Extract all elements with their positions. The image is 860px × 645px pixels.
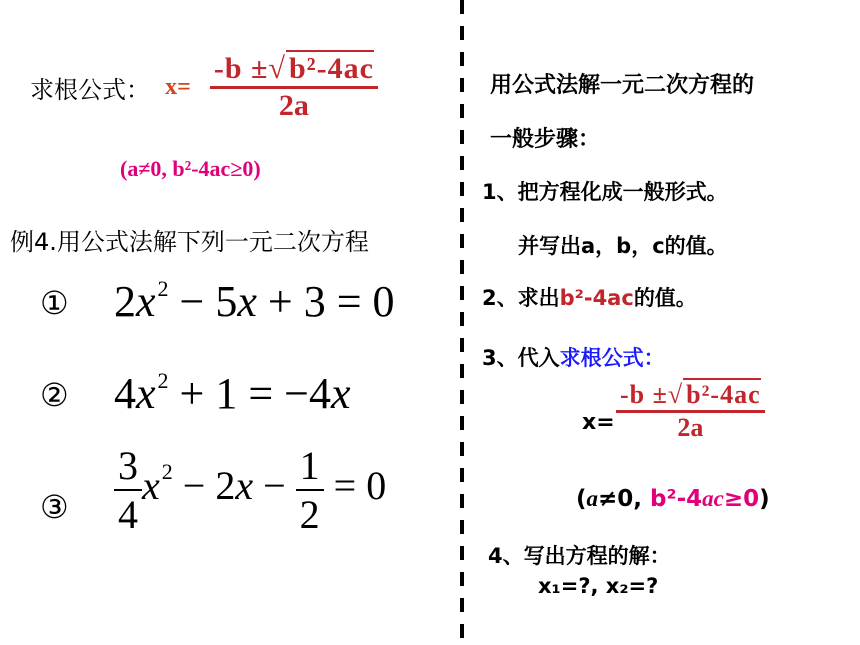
step-3: 3、代入求根公式：	[482, 346, 665, 370]
step-1-line2: 并写出a，b，c的值。	[518, 234, 728, 258]
quadratic-formula	[210, 52, 378, 123]
step-2: 2、求出b²-4ac的值。	[482, 286, 697, 310]
step-4: 4、写出方程的解：	[488, 544, 671, 568]
step-3-formula-lhs: x=	[582, 410, 615, 435]
formula-num-pre: -b ±	[213, 52, 269, 85]
fraction-3-4: $\frac{3}{4}$	[114, 442, 142, 538]
equation-3: $\frac{3}{4}$ $x^2 - 2x$ − $\frac{1}{2}$ = 0	[114, 442, 386, 538]
equation-1: $2x^2 - 5x + 3 = 0$	[114, 276, 395, 326]
equation-2: $4x^2 + 1 = -4x$	[114, 368, 351, 418]
step-3-condition: (a≠0, b²-4ac≥0)	[576, 486, 770, 512]
formula-denominator: 2a	[210, 86, 378, 123]
sqrt-sign: √	[268, 52, 286, 85]
marker-3: ③	[40, 488, 69, 526]
steps-heading-line2: 一般步骤：	[490, 127, 601, 152]
steps-heading-line1: 用公式法解一元二次方程的	[490, 73, 755, 98]
formula-label: 求根公式：	[30, 76, 150, 104]
quadratic-formula-block	[30, 52, 378, 123]
step-2-highlight: b²-4ac	[559, 286, 634, 310]
step-3-quadratic-formula: $\frac{\text{-b ±√ b²-4ac}}{2a}$	[616, 380, 765, 443]
problem-1	[40, 276, 395, 326]
formula-numerator	[210, 52, 378, 86]
step-1-line1: 1、把方程化成一般形式。	[482, 180, 728, 204]
problem-3	[40, 443, 387, 537]
formula-lhs: x=	[165, 74, 191, 100]
marker-2: ②	[40, 376, 69, 414]
fraction-1-2: $\frac{1}{2}$	[296, 442, 324, 538]
example-title: 例4.用公式法解下列一元二次方程	[10, 228, 369, 256]
step-4-roots: x₁=?, x₂=?	[538, 574, 659, 598]
marker-1: ①	[40, 284, 69, 322]
formula-condition: (a≠0, b²-4ac≥0)	[120, 156, 261, 181]
step-3-highlight: 求根公式：	[559, 346, 665, 370]
dashed-divider	[460, 0, 464, 645]
problem-2	[40, 368, 351, 418]
formula-radicand: b²-4ac	[286, 50, 374, 85]
